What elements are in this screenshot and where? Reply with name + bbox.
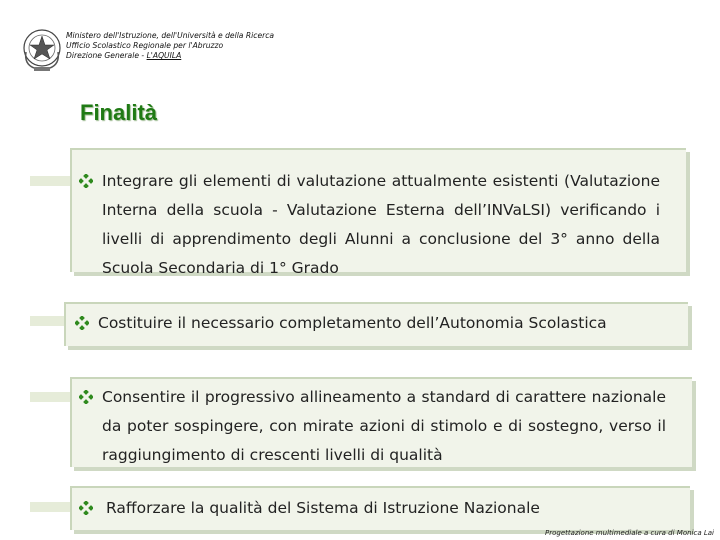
item-text-4: Rafforzare la qualità del Sistema di Istruzione Nazionale bbox=[106, 499, 540, 517]
page-title: Finalità bbox=[80, 100, 158, 125]
diamond-bullet-icon bbox=[79, 390, 93, 404]
diamond-bullet-icon bbox=[79, 174, 93, 188]
lead-bar bbox=[30, 392, 72, 402]
lead-bar bbox=[30, 176, 72, 186]
regional-office: Ufficio Scolastico Regionale per l'Abruzzo bbox=[66, 41, 224, 50]
lead-bar bbox=[30, 316, 66, 326]
directorate-prefix: Direzione Generale - bbox=[66, 51, 147, 60]
item-text-2: Costituire il necessario completamento dell’Autonomia Scolastica bbox=[98, 314, 607, 332]
footer-credit: Progettazione multimediale a cura di Monica Lai bbox=[545, 529, 714, 537]
diamond-bullet-icon bbox=[75, 316, 89, 330]
ministry-name: Ministero dell'Istruzione, dell'Università e della Ricerca bbox=[66, 31, 275, 40]
diamond-bullet-icon bbox=[79, 501, 93, 515]
item-text-1: Integrare gli elementi di valutazione attualmente esistenti (Valutazione Interna della scuola - Valutazione Esterna dell’INVaLSI) verificando i livelli di apprendimento degli Alunni a conclusione del 3° anno della Scuola Secondaria di 1° Grado bbox=[102, 172, 660, 277]
directorate bbox=[66, 51, 274, 61]
item-text-3: Consentire il progressivo allineamento a standard di carattere nazionale da poter sospingere, con mirate azioni di stimolo e di sostegno, verso il raggiungimento di crescenti livelli di qualità bbox=[102, 388, 666, 464]
ministry-header bbox=[66, 31, 274, 61]
directorate-city: L'AQUILA bbox=[146, 51, 182, 60]
lead-bar bbox=[30, 502, 72, 512]
italian-republic-emblem-icon bbox=[20, 26, 64, 74]
